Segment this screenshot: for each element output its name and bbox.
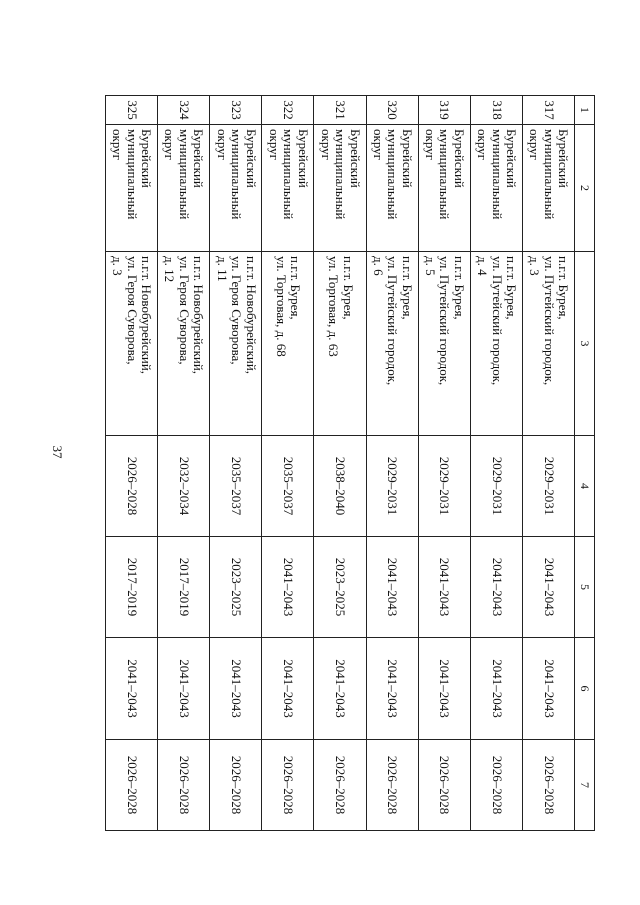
- period-cell-6: 2041–2043: [470, 638, 522, 740]
- address-line: п.г.т. Бурея,: [340, 256, 356, 320]
- district-cell: [470, 125, 522, 252]
- address-cell: [366, 252, 418, 436]
- period-cell-6: 2041–2043: [262, 638, 314, 740]
- period-cell-6: 2041–2043: [418, 638, 470, 740]
- district-line: Бурейский: [504, 129, 520, 188]
- district-cell: [210, 125, 262, 252]
- period-cell-5: 2017–2019: [158, 537, 210, 638]
- table-row: [262, 96, 314, 831]
- district-line: округ: [370, 129, 386, 160]
- district-line: Бурейский: [191, 129, 207, 188]
- period-cell-6: 2041–2043: [314, 638, 366, 740]
- district-cell: [158, 125, 210, 252]
- period-cell-7: 2026–2028: [262, 740, 314, 831]
- address-line: п.г.т. Бурея,: [504, 256, 520, 320]
- address-line: ул. Героя Суворова,: [229, 256, 245, 365]
- address-line: ул. Торговая, д. 68: [273, 256, 289, 357]
- district-line: муниципальный: [541, 129, 557, 220]
- period-cell-6: 2041–2043: [522, 638, 574, 740]
- period-cell-6: 2041–2043: [158, 638, 210, 740]
- period-cell-4: 2026–2028: [106, 436, 158, 537]
- period-cell-4: 2029–2031: [418, 436, 470, 537]
- address-line: п.г.т. Новобурейский,: [139, 256, 155, 375]
- address-line: ул. Путейский городок,: [437, 256, 453, 386]
- table-row: [366, 96, 418, 831]
- column-header: 4: [575, 436, 595, 537]
- period-cell-5: 2041–2043: [366, 537, 418, 638]
- table-row: [314, 96, 366, 831]
- table-row: [470, 96, 522, 831]
- period-cell-6: 2041–2043: [210, 638, 262, 740]
- header-row: [575, 96, 595, 831]
- district-cell: [366, 125, 418, 252]
- period-cell-5: 2023–2025: [314, 537, 366, 638]
- district-line: Бурейский: [452, 129, 468, 188]
- period-cell-7: 2026–2028: [314, 740, 366, 831]
- row-number-cell: 324: [158, 96, 210, 125]
- address-line: п.г.т. Бурея,: [556, 256, 572, 320]
- period-cell-4: 2038–2040: [314, 436, 366, 537]
- district-line: округ: [318, 129, 334, 160]
- address-line: д. 3: [527, 256, 543, 276]
- address-cell: [418, 252, 470, 436]
- period-cell-5: 2041–2043: [418, 537, 470, 638]
- address-line: д. 4: [475, 256, 491, 276]
- period-cell-7: 2026–2028: [522, 740, 574, 831]
- table-row: [158, 96, 210, 831]
- table-row: [522, 96, 574, 831]
- district-line: муниципальный: [229, 129, 245, 220]
- district-line: округ: [162, 129, 178, 160]
- period-cell-5: 2023–2025: [210, 537, 262, 638]
- district-line: муниципальный: [176, 129, 192, 220]
- housing-schedule-table: [105, 95, 595, 831]
- period-cell-7: 2026–2028: [418, 740, 470, 831]
- row-number-cell: 320: [366, 96, 418, 125]
- address-cell: [262, 252, 314, 436]
- page-number: 37: [50, 445, 65, 459]
- address-cell: [522, 252, 574, 436]
- district-cell: [106, 125, 158, 252]
- column-header: 2: [575, 125, 595, 252]
- column-header: 6: [575, 638, 595, 740]
- address-line: ул. Торговая, д. 63: [326, 256, 342, 357]
- table-rotated-container: [105, 95, 595, 830]
- column-header: 1: [575, 96, 595, 125]
- period-cell-7: 2026–2028: [470, 740, 522, 831]
- period-cell-4: 2029–2031: [366, 436, 418, 537]
- period-cell-7: 2026–2028: [158, 740, 210, 831]
- period-cell-5: 2041–2043: [470, 537, 522, 638]
- district-line: Бурейский: [347, 129, 363, 188]
- district-cell: [262, 125, 314, 252]
- period-cell-4: 2029–2031: [522, 436, 574, 537]
- period-cell-5: 2041–2043: [262, 537, 314, 638]
- row-number-cell: 325: [106, 96, 158, 125]
- district-line: муниципальный: [385, 129, 401, 220]
- district-cell: [522, 125, 574, 252]
- table-row: [418, 96, 470, 831]
- column-header: 7: [575, 740, 595, 831]
- district-line: муниципальный: [281, 129, 297, 220]
- period-cell-6: 2041–2043: [366, 638, 418, 740]
- district-line: муниципальный: [437, 129, 453, 220]
- period-cell-5: 2017–2019: [106, 537, 158, 638]
- address-line: д. 6: [370, 256, 386, 276]
- period-cell-7: 2026–2028: [366, 740, 418, 831]
- address-cell: [470, 252, 522, 436]
- district-line: Бурейский: [139, 129, 155, 188]
- district-line: муниципальный: [124, 129, 140, 220]
- column-header: 5: [575, 537, 595, 638]
- period-cell-6: 2041–2043: [106, 638, 158, 740]
- address-line: ул. Героя Суворова,: [176, 256, 192, 365]
- table-row: [106, 96, 158, 831]
- address-line: ул. Героя Суворова,: [124, 256, 140, 365]
- district-line: округ: [527, 129, 543, 160]
- address-line: д. 11: [214, 256, 230, 282]
- row-number-cell: 321: [314, 96, 366, 125]
- period-cell-5: 2041–2043: [522, 537, 574, 638]
- address-line: д. 5: [422, 256, 438, 276]
- column-header: 3: [575, 252, 595, 436]
- period-cell-4: 2035–2037: [262, 436, 314, 537]
- district-line: муниципальный: [489, 129, 505, 220]
- address-line: д. 3: [110, 256, 126, 276]
- district-line: Бурейский: [399, 129, 415, 188]
- district-line: округ: [422, 129, 438, 160]
- district-line: округ: [110, 129, 126, 160]
- address-cell: [158, 252, 210, 436]
- table-body: [106, 96, 575, 831]
- address-line: п.г.т. Новобурейский,: [191, 256, 207, 375]
- period-cell-4: 2029–2031: [470, 436, 522, 537]
- row-number-cell: 318: [470, 96, 522, 125]
- address-cell: [314, 252, 366, 436]
- district-cell: [314, 125, 366, 252]
- district-cell: [418, 125, 470, 252]
- row-number-cell: 317: [522, 96, 574, 125]
- address-line: п.г.т. Бурея,: [288, 256, 304, 320]
- address-cell: [210, 252, 262, 436]
- period-cell-7: 2026–2028: [210, 740, 262, 831]
- address-line: ул. Путейский городок,: [541, 256, 557, 386]
- district-line: Бурейский: [243, 129, 259, 188]
- row-number-cell: 319: [418, 96, 470, 125]
- row-number-cell: 323: [210, 96, 262, 125]
- district-line: округ: [475, 129, 491, 160]
- address-cell: [106, 252, 158, 436]
- period-cell-7: 2026–2028: [106, 740, 158, 831]
- district-line: округ: [214, 129, 230, 160]
- district-line: Бурейский: [295, 129, 311, 188]
- table-row: [210, 96, 262, 831]
- period-cell-4: 2032–2034: [158, 436, 210, 537]
- address-line: ул. Путейский городок,: [489, 256, 505, 386]
- row-number-cell: 322: [262, 96, 314, 125]
- address-line: п.г.т. Бурея,: [399, 256, 415, 320]
- district-line: муниципальный: [333, 129, 349, 220]
- address-line: п.г.т. Новобурейский,: [243, 256, 259, 375]
- district-line: Бурейский: [556, 129, 572, 188]
- address-line: п.г.т. Бурея,: [452, 256, 468, 320]
- district-line: округ: [266, 129, 282, 160]
- address-line: д. 12: [162, 256, 178, 283]
- address-line: ул. Путейский городок,: [385, 256, 401, 386]
- period-cell-4: 2035–2037: [210, 436, 262, 537]
